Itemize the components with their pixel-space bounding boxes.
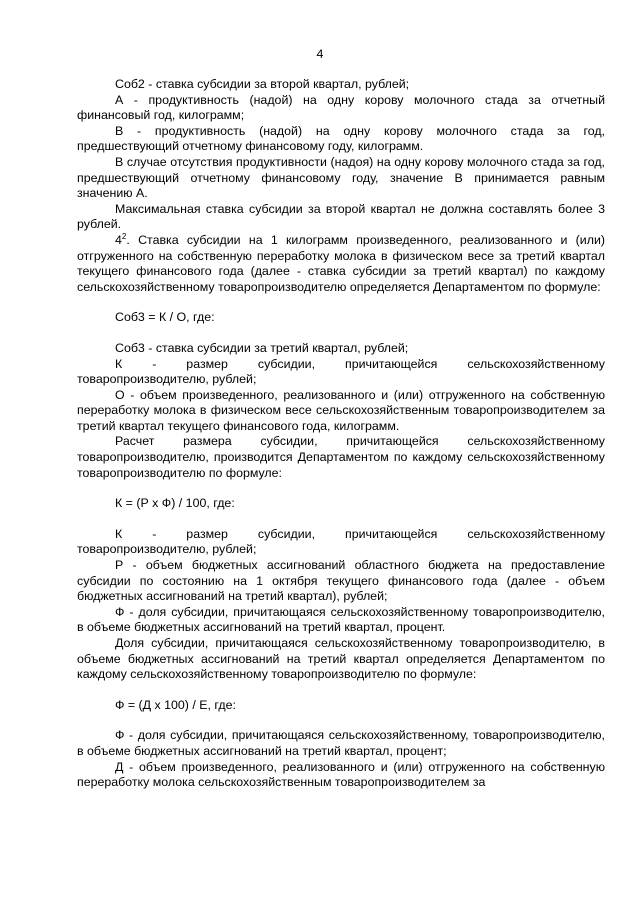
paragraph: Максимальная ставка субсидии за второй квартал не должна составлять более 3 рублей.: [77, 201, 605, 232]
formula: Ф = (Д х 100) / Е, где:: [115, 697, 236, 712]
formula: Соб3 = К / О, где:: [115, 310, 215, 325]
paragraph: Д - объем произведенного, реализованного и (или) отгруженного на собственную переработку молока сельскохозяйственным товаропроизводителем за: [77, 759, 605, 790]
paragraph: А - продуктивность (надой) на одну корову молочного стада за отчетный финансовый год, килограмм;: [77, 92, 605, 123]
paragraph: Р - объем бюджетных ассигнований областного бюджета на предоставление субсидии по состоянию на 1 октября текущего финансового года (далее - объем бюджетных ассигнований на третий квартал), рублей;: [77, 558, 605, 604]
page-number: 4: [316, 47, 324, 61]
clause-number: 4: [115, 232, 122, 247]
paragraph: Доля субсидии, причитающаяся сельскохозяйственному товаропроизводителю, в объеме бюджетных ассигнований на третий квартал определяется Департаментом по каждому сельскохозяйственному товаропроизводителю по формуле:: [77, 636, 605, 682]
paragraph: О - объем произведенного, реализованного и (или) отгруженного на собственную переработку молока в физическом весе сельскохозяйственным товаропроизводителем за третий квартал текущего финансового года, килограмм.: [77, 387, 605, 433]
clause-text: Ставка субсидии на 1 килограмм произведенного, реализованного и (или) отгруженного на собственную переработку молока в физическом весе за третий квартал текущего финансового года (далее - ставка субсидии за третий квартал) по каждому сельскохозяйственному товаропроизводителю определяется Департаментом по формуле:: [77, 232, 606, 294]
paragraph: К - размер субсидии, причитающейся сельскохозяйственному товаропроизводителю, рублей;: [77, 526, 605, 557]
formula: К = (Р х Ф) / 100, где:: [115, 496, 235, 511]
document-body: [77, 77, 605, 791]
paragraph: Ф - доля субсидии, причитающаяся сельскохозяйственному товаропроизводителю, в объеме бюджетных ассигнований на третий квартал, процент.: [77, 604, 605, 635]
paragraph: Соб3 - ставка субсидии за третий квартал, рублей;: [115, 340, 409, 355]
clause-paragraph: [77, 233, 605, 295]
paragraph: Расчет размера субсидии, причитающейся сельскохозяйственному товаропроизводителю, производится Департаментом по каждому сельскохозяйственному товаропроизводителю по формуле:: [77, 434, 605, 480]
clause-superscript: 2: [121, 231, 127, 241]
paragraph: Ф - доля субсидии, причитающаяся сельскохозяйственному, товаропроизводителю, в объеме бюджетных ассигнований на третий квартал, процент;: [77, 728, 605, 758]
paragraph: К - размер субсидии, причитающейся сельскохозяйственному товаропроизводителю, рублей;: [77, 356, 605, 387]
paragraph: В - продуктивность (надой) на одну корову молочного стада за год, предшествующий отчетному финансовому году, килограмм.: [77, 123, 605, 154]
paragraph: В случае отсутствия продуктивности (надоя) на одну корову молочного стада за год, предшествующий отчетному финансовому году, значение В принимается равным значению А.: [77, 154, 605, 201]
paragraph: Соб2 - ставка субсидии за второй квартал, рублей;: [115, 77, 410, 91]
clause-suffix: .: [126, 232, 130, 247]
